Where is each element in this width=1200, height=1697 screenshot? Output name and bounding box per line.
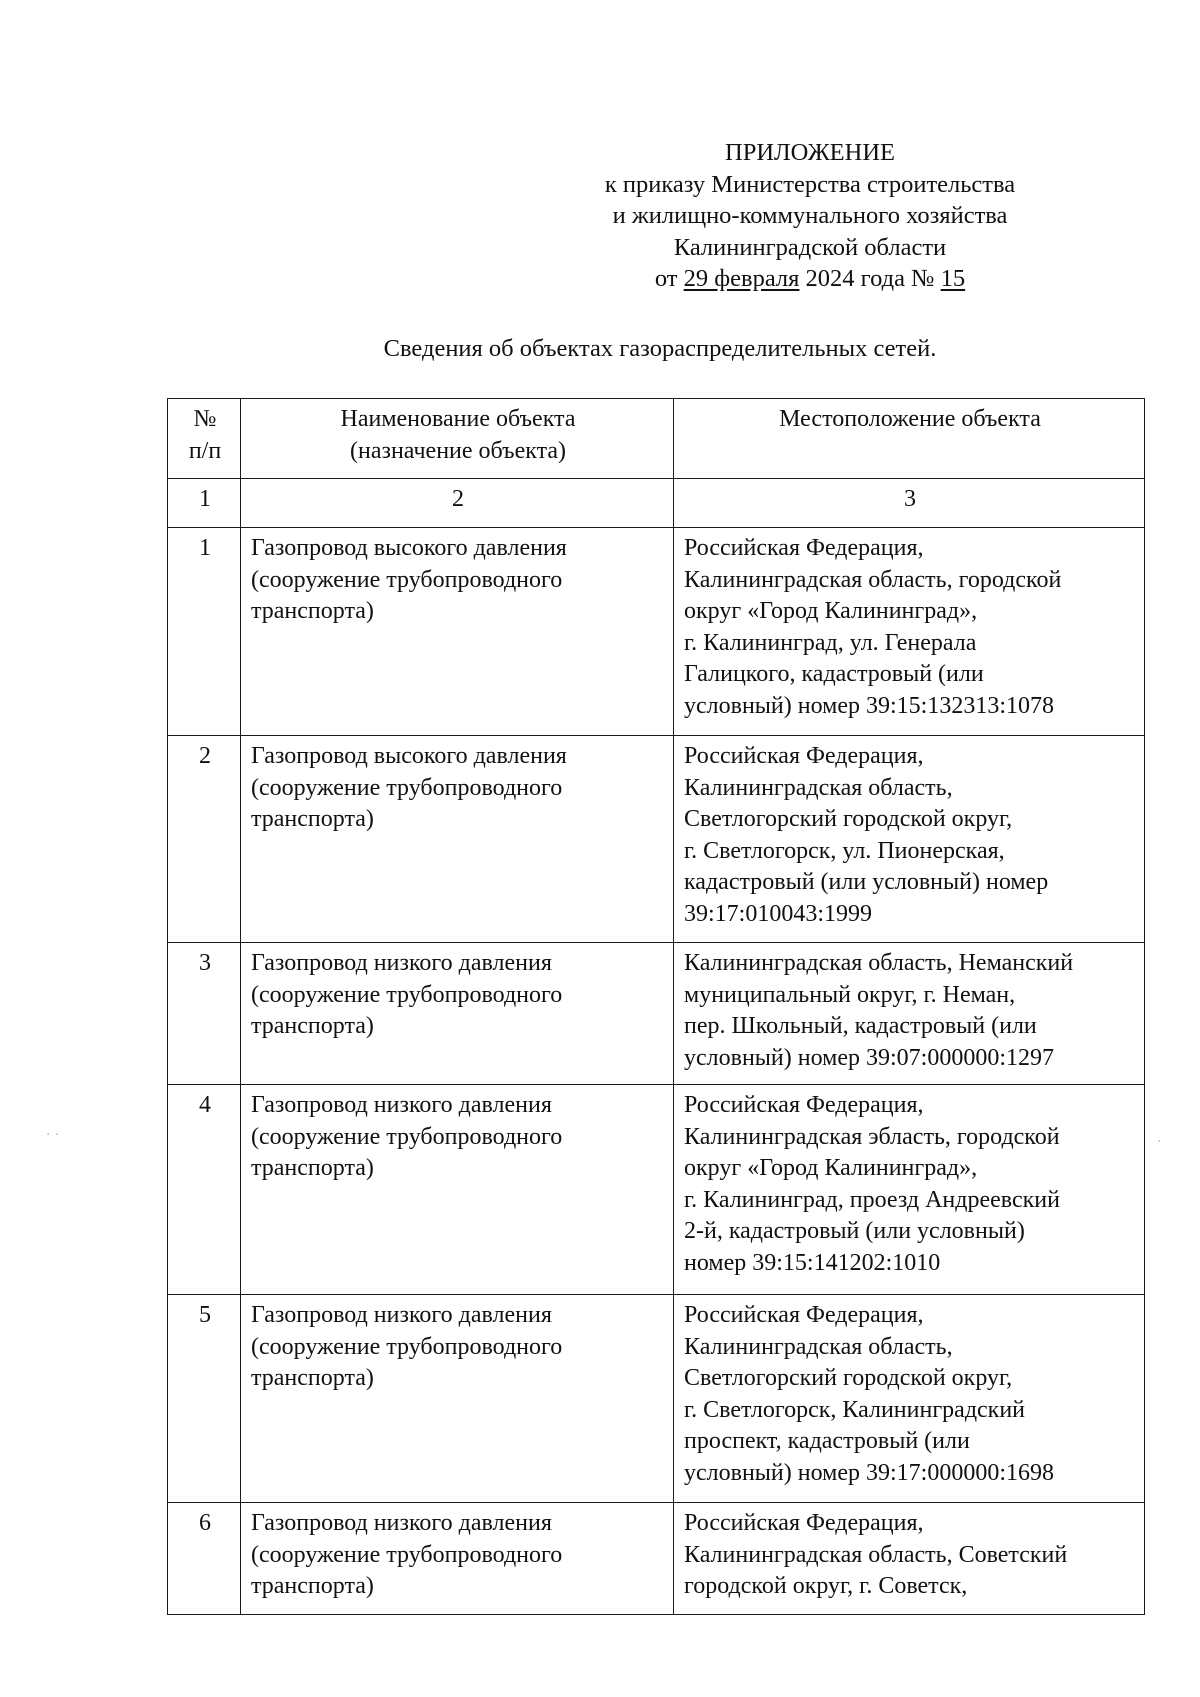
- header-cell-location: Местоположение объекта: [674, 399, 1145, 479]
- object-name-cell: Газопровод низкого давления (сооружение трубопроводного транспорта): [241, 943, 674, 1085]
- scan-speck: ·: [1157, 1134, 1162, 1150]
- table-row: [168, 528, 1145, 736]
- order-date: 29 февраля: [683, 265, 800, 292]
- object-name-cell: Газопровод высокого давления (сооружение трубопроводного транспорта): [241, 528, 674, 736]
- document-subtitle: Сведения об объектах газораспределительных сетей.: [383, 335, 937, 362]
- column-number-cell: 2: [241, 479, 674, 528]
- appendix-ministry-line: и жилищно-коммунального хозяйства: [612, 202, 1008, 229]
- object-location-cell: Российская Федерация, Калининградская область, Светлогорский городской округ, г. Светлогорск, ул. Пионерская, кадастровый (или условный) номер 39:17:010043:1999: [674, 736, 1145, 943]
- column-number-row: [168, 479, 1145, 528]
- table-header-row: [168, 399, 1145, 479]
- appendix-title: ПРИЛОЖЕНИЕ: [725, 139, 895, 166]
- object-location-cell: Российская Федерация, Калининградская область, городской округ «Город Калининград», г. Калининград, ул. Генерала Галицкого, кадастровый (или условный) номер 39:15:132313:1078: [674, 528, 1145, 736]
- header-cell-name: Наименование объекта (назначение объекта): [241, 399, 674, 479]
- object-location-cell: Российская Федерация, Калининградская область, Светлогорский городской округ, г. Светлогорск, Калининградский проспект, кадастровый (или условный) номер 39:17:000000:1698: [674, 1295, 1145, 1503]
- gas-network-objects-table: [167, 398, 1145, 1615]
- row-number-cell: 4: [168, 1085, 241, 1295]
- object-name-cell: Газопровод низкого давления (сооружение трубопроводного транспорта): [241, 1295, 674, 1503]
- table-row: [168, 943, 1145, 1085]
- scan-speck: · ·: [46, 1127, 60, 1143]
- object-name-cell: Газопровод высокого давления (сооружение трубопроводного транспорта): [241, 736, 674, 943]
- date-prefix: от: [654, 265, 684, 292]
- appendix-order-line: к приказу Министерства строительства: [604, 170, 1016, 198]
- object-location-cell: Российская Федерация, Калининградская эбласть, городской округ «Город Калининград», г. Калининград, проезд Андреевский 2-й, кадастровый (или условный) номер 39:15:141202:1010: [674, 1085, 1145, 1295]
- appendix-region-line: Калининградской области: [673, 233, 947, 261]
- object-name-cell: Газопровод низкого давления (сооружение трубопроводного транспорта): [241, 1085, 674, 1295]
- table-row: [168, 736, 1145, 943]
- table-row: [168, 1295, 1145, 1503]
- row-number-cell: 6: [168, 1503, 241, 1615]
- row-number-cell: 1: [168, 528, 241, 736]
- order-number: 15: [940, 265, 966, 292]
- appendix-date-line: [560, 263, 1060, 295]
- object-location-cell: Российская Федерация, Калининградская область, Советский городской округ, г. Советск,: [674, 1503, 1145, 1615]
- header-cell-number: № п/п: [168, 399, 241, 479]
- table-row: [168, 1503, 1145, 1615]
- object-location-cell: Калининградская область, Неманский муниципальный округ, г. Неман, пер. Школьный, кадастровый (или условный) номер 39:07:000000:1297: [674, 943, 1145, 1085]
- row-number-cell: 3: [168, 943, 241, 1085]
- row-number-cell: 2: [168, 736, 241, 943]
- row-number-cell: 5: [168, 1295, 241, 1503]
- appendix-header: [560, 137, 1060, 295]
- column-number-cell: 3: [674, 479, 1145, 528]
- table-row: [168, 1085, 1145, 1295]
- column-number-cell: 1: [168, 479, 241, 528]
- object-name-cell: Газопровод низкого давления (сооружение трубопроводного транспорта): [241, 1503, 674, 1615]
- order-year: 2024 года №: [799, 265, 941, 292]
